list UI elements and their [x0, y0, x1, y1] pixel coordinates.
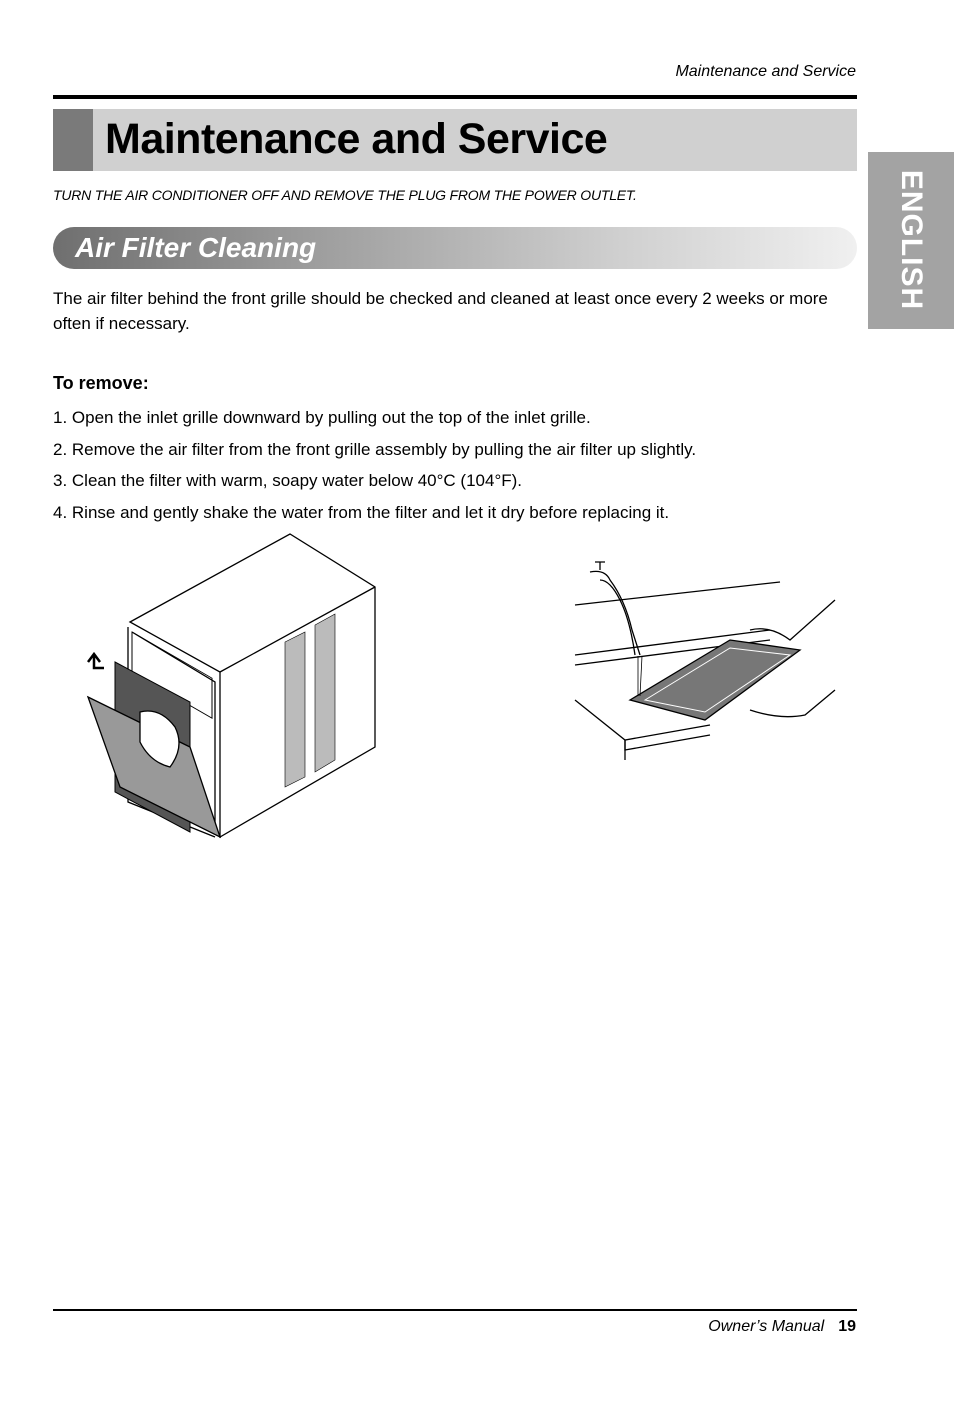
language-tab-label: ENGLISH	[895, 169, 928, 311]
top-rule	[53, 95, 857, 99]
footer-label: Owner’s Manual	[708, 1318, 825, 1335]
step-item: 2. Remove the air filter from the front grille assembly by pulling the air filter up slightly.	[53, 439, 697, 459]
steps-list	[53, 408, 696, 534]
section-header	[53, 227, 857, 269]
page-title: Maintenance and Service	[105, 115, 608, 163]
safety-warning: TURN THE AIR CONDITIONER OFF AND REMOVE THE PLUG FROM THE POWER OUTLET.	[53, 187, 637, 203]
intro-paragraph: The air filter behind the front grille should be checked and cleaned at least once every 2 weeks or more often if necessary.	[53, 289, 828, 333]
running-header: Maintenance and Service	[675, 63, 856, 80]
title-bar	[53, 109, 857, 171]
page-number: 19	[838, 1318, 856, 1335]
section-title: Air Filter Cleaning	[75, 232, 317, 263]
step-item: 3. Clean the filter with warm, soapy water below 40°C (104°F).	[53, 471, 523, 490]
bottom-rule	[53, 1309, 857, 1311]
subheading: To remove:	[53, 373, 149, 393]
language-tab	[868, 152, 954, 329]
title-tab-decoration	[53, 109, 93, 171]
page-footer	[708, 1318, 856, 1336]
step-item: 1. Open the inlet grille downward by pulling out the top of the inlet grille.	[53, 408, 591, 427]
step-item: 4. Rinse and gently shake the water from the filter and let it dry before replacing it.	[53, 502, 670, 522]
filter-washing-illustration	[570, 560, 840, 760]
air-conditioner-illustration	[80, 532, 380, 842]
